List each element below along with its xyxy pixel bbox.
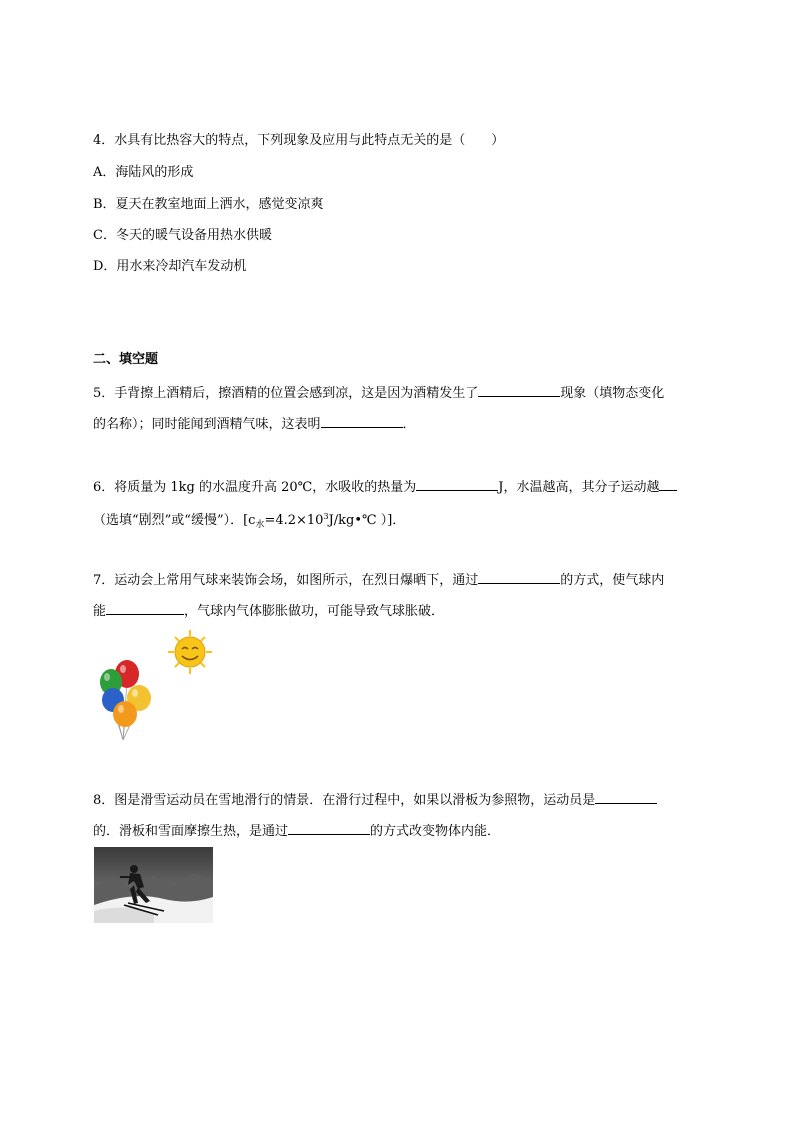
q6-text-2b: =4.2×10 [264,513,324,528]
q8-text-2b: 的方式改变物体内能． [370,824,501,839]
q7-line-2 [93,602,444,620]
balloons-icon [100,660,151,727]
answer-blank [321,415,403,428]
skier-illustration [94,847,213,923]
sun-icon [168,630,212,674]
answer-blank [595,791,657,804]
q6-text-1a: 6．将质量为 1kg 的水温度升高 20℃，水吸收的热量为 [93,480,417,495]
q4-option-a: A．海陆风的形成 [93,165,194,180]
q6-text-2a: （选填“剧烈”或“缓慢”）．[c [93,513,256,528]
q7-text-2a: 能 [93,604,107,619]
q5-text-1a: 5．手背擦上酒精后，擦酒精的位置会感到凉，这是因为酒精发生了 [93,386,479,401]
q6-subscript: 水 [255,520,265,530]
balloons-sun-illustration [93,628,215,748]
q6-line-2 [93,509,405,533]
answer-blank [288,822,370,835]
q7-text-2b: ，气球内气体膨胀做功，可能导致气球胀破． [184,604,445,619]
answer-blank [416,478,498,491]
q6-text-2c: J/kg•℃ ）]． [328,513,406,528]
q8-text-1a: 8．图是滑雪运动员在雪地滑行的情景．在滑行过程中，如果以滑板为参照物，运动员是 [93,793,596,808]
q5-text-1b: 现象（填物态变化 [560,386,665,401]
q4-stem: 4．水具有比热容大的特点，下列现象及应用与此特点无关的是（ ） [93,133,505,148]
q5-line-1 [93,384,664,402]
skier-photo [94,847,213,923]
q5-text-2a: 的名称）；同时能闻到酒精气味，这表明 [93,417,321,432]
answer-blank [478,571,560,584]
answer-blank [106,602,184,615]
section-heading: 二、填空题 [93,352,159,367]
balloons-sun-image [93,628,215,748]
q6-line-1 [93,478,677,496]
q4-option-b: B．夏天在教室地面上洒水，感觉变凉爽 [93,197,324,212]
q5-line-2 [93,415,416,433]
q8-line-2 [93,822,500,840]
answer-blank [478,384,560,397]
q7-line-1 [93,571,664,589]
q8-line-1 [93,791,657,809]
q6-text-1b: J，水温越高，其分子运动越 [498,480,660,495]
q6-superscript: 3 [323,512,329,521]
answer-blank [659,478,677,491]
q4-option-d: D．用水来冷却汽车发动机 [93,259,247,274]
q7-text-1b: 的方式，使气球内 [560,573,665,588]
q4-option-c: C．冬天的暖气设备用热水供暖 [93,228,272,243]
q7-text-1a: 7．运动会上常用气球来装饰会场，如图所示，在烈日爆晒下，通过 [93,573,479,588]
q8-text-2a: 的．滑板和雪面摩擦生热，是通过 [93,824,289,839]
q5-text-2b: ． [402,417,416,432]
